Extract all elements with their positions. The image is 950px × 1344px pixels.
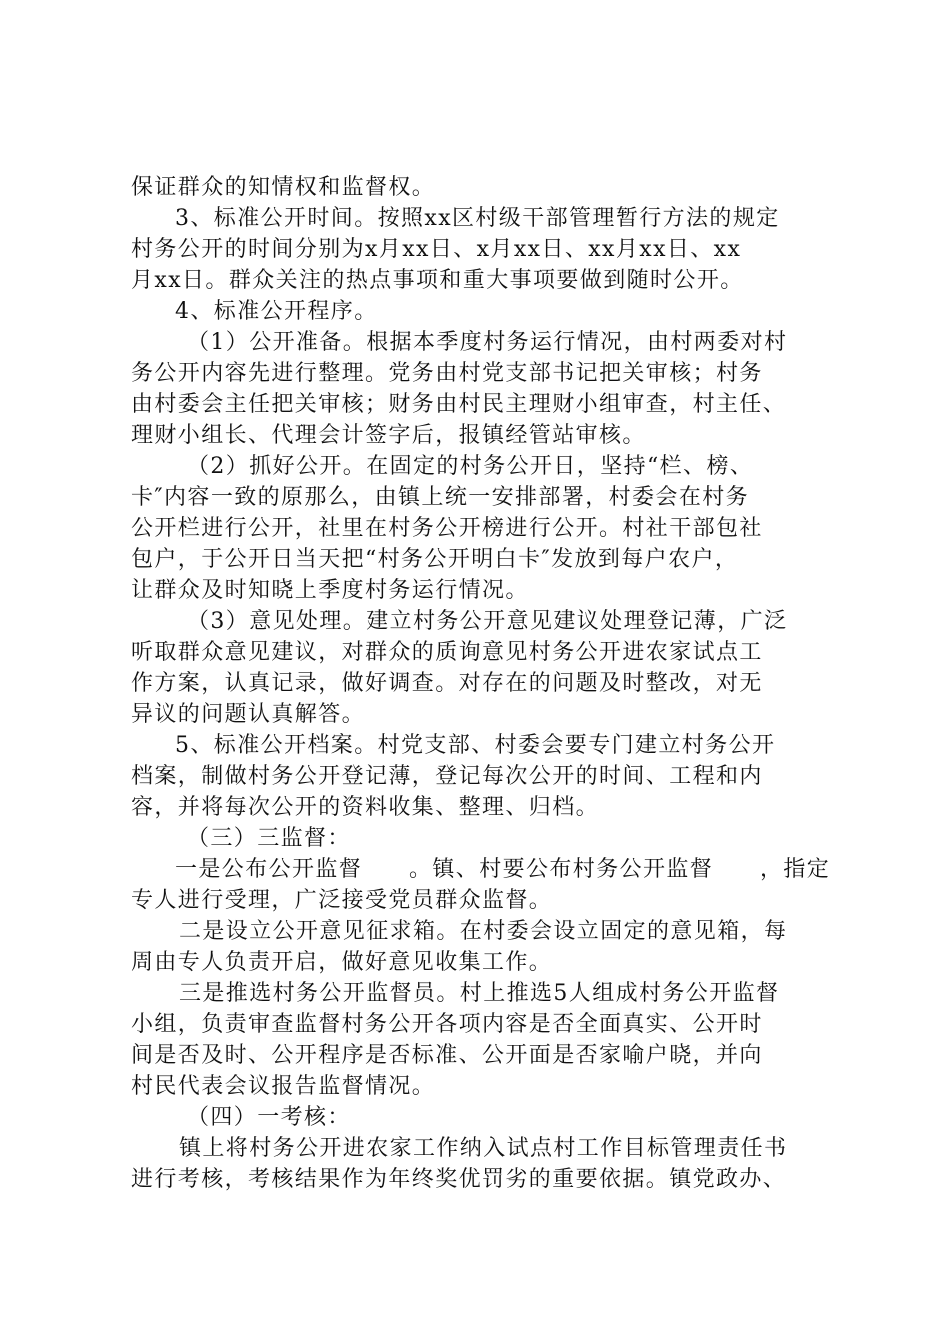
- text-line: 公开栏进行公开，社里在村务公开榜进行公开。村社干部包社: [131, 516, 763, 541]
- text-line: 务公开内容先进行整理。党务由村党支部书记把关审核；村务: [131, 361, 763, 386]
- text-line: 卡″内容一致的原那么，由镇上统一安排部署，村委会在村务: [131, 485, 750, 510]
- text-line: （1）公开准备。根据本季度村务运行情况，由村两委对村: [187, 330, 788, 355]
- text-line: 月xx日。群众关注的热点事项和重大事项要做到随时公开。: [131, 268, 744, 293]
- text-line: 镇上将村务公开进农家工作纳入试点村工作目标管理责任书: [179, 1136, 788, 1161]
- text-line: 听取群众意见建议，对群众的质询意见村务公开进农家试点工: [131, 640, 763, 665]
- text-line: 4、标准公开程序。: [175, 299, 378, 324]
- text-line: 理财小组长、代理会计签字后，报镇经管站审核。: [131, 423, 646, 448]
- text-line: 一是公布公开监督 。镇、村要公布村务公开监督 ，指定: [175, 857, 831, 882]
- text-line: （四）一考核：: [187, 1105, 351, 1130]
- text-line: 进行考核，考核结果作为年终奖优罚劣的重要依据。镇党政办、: [131, 1167, 787, 1192]
- text-line: 包户，于公开日当天把“村务公开明白卡″发放到每户农户，: [131, 547, 739, 572]
- text-line: 5、标准公开档案。村党支部、村委会要专门建立村务公开: [175, 733, 776, 758]
- text-line: 周由专人负责开启，做好意见收集工作。: [131, 950, 553, 975]
- text-line: 村务公开的时间分别为x月xx日、x月xx日、xx月xx日、xx: [131, 237, 742, 262]
- text-line: 由村委会主任把关审核；财务由村民主理财小组审查，村主任、: [131, 392, 787, 417]
- text-line: 3、标准公开时间。按照xx区村级干部管理暂行方法的规定: [175, 206, 780, 231]
- text-line: （2）抓好公开。在固定的村务公开日，坚持“栏、榜、: [187, 454, 754, 479]
- text-line: （三）三监督：: [187, 826, 351, 851]
- text-line: 异议的问题认真解答。: [131, 702, 366, 727]
- document-body: [131, 172, 831, 1195]
- text-line: 三是推选村务公开监督员。村上推选5人组成村务公开监督: [179, 981, 780, 1006]
- text-line: 小组，负责审查监督村务公开各项内容是否全面真实、公开时: [131, 1012, 763, 1037]
- text-line: 保证群众的知情权和监督权。: [131, 175, 436, 200]
- text-line: 档案，制做村务公开登记薄，登记每次公开的时间、工程和内: [131, 764, 763, 789]
- text-line: 村民代表会议报告监督情况。: [131, 1074, 436, 1099]
- text-line: 间是否及时、公开程序是否标准、公开面是否家喻户晓，并向: [131, 1043, 763, 1068]
- text-line: 容，并将每次公开的资料收集、整理、归档。: [131, 795, 600, 820]
- text-line: 二是设立公开意见征求箱。在村委会设立固定的意见箱，每: [179, 919, 788, 944]
- text-line: 让群众及时知晓上季度村务运行情况。: [131, 578, 529, 603]
- text-line: 作方案，认真记录，做好调查。对存在的问题及时整改，对无: [131, 671, 763, 696]
- text-line: 专人进行受理，广泛接受党员群众监督。: [131, 888, 553, 913]
- text-line: （3）意见处理。建立村务公开意见建议处理登记薄，广泛: [187, 609, 788, 634]
